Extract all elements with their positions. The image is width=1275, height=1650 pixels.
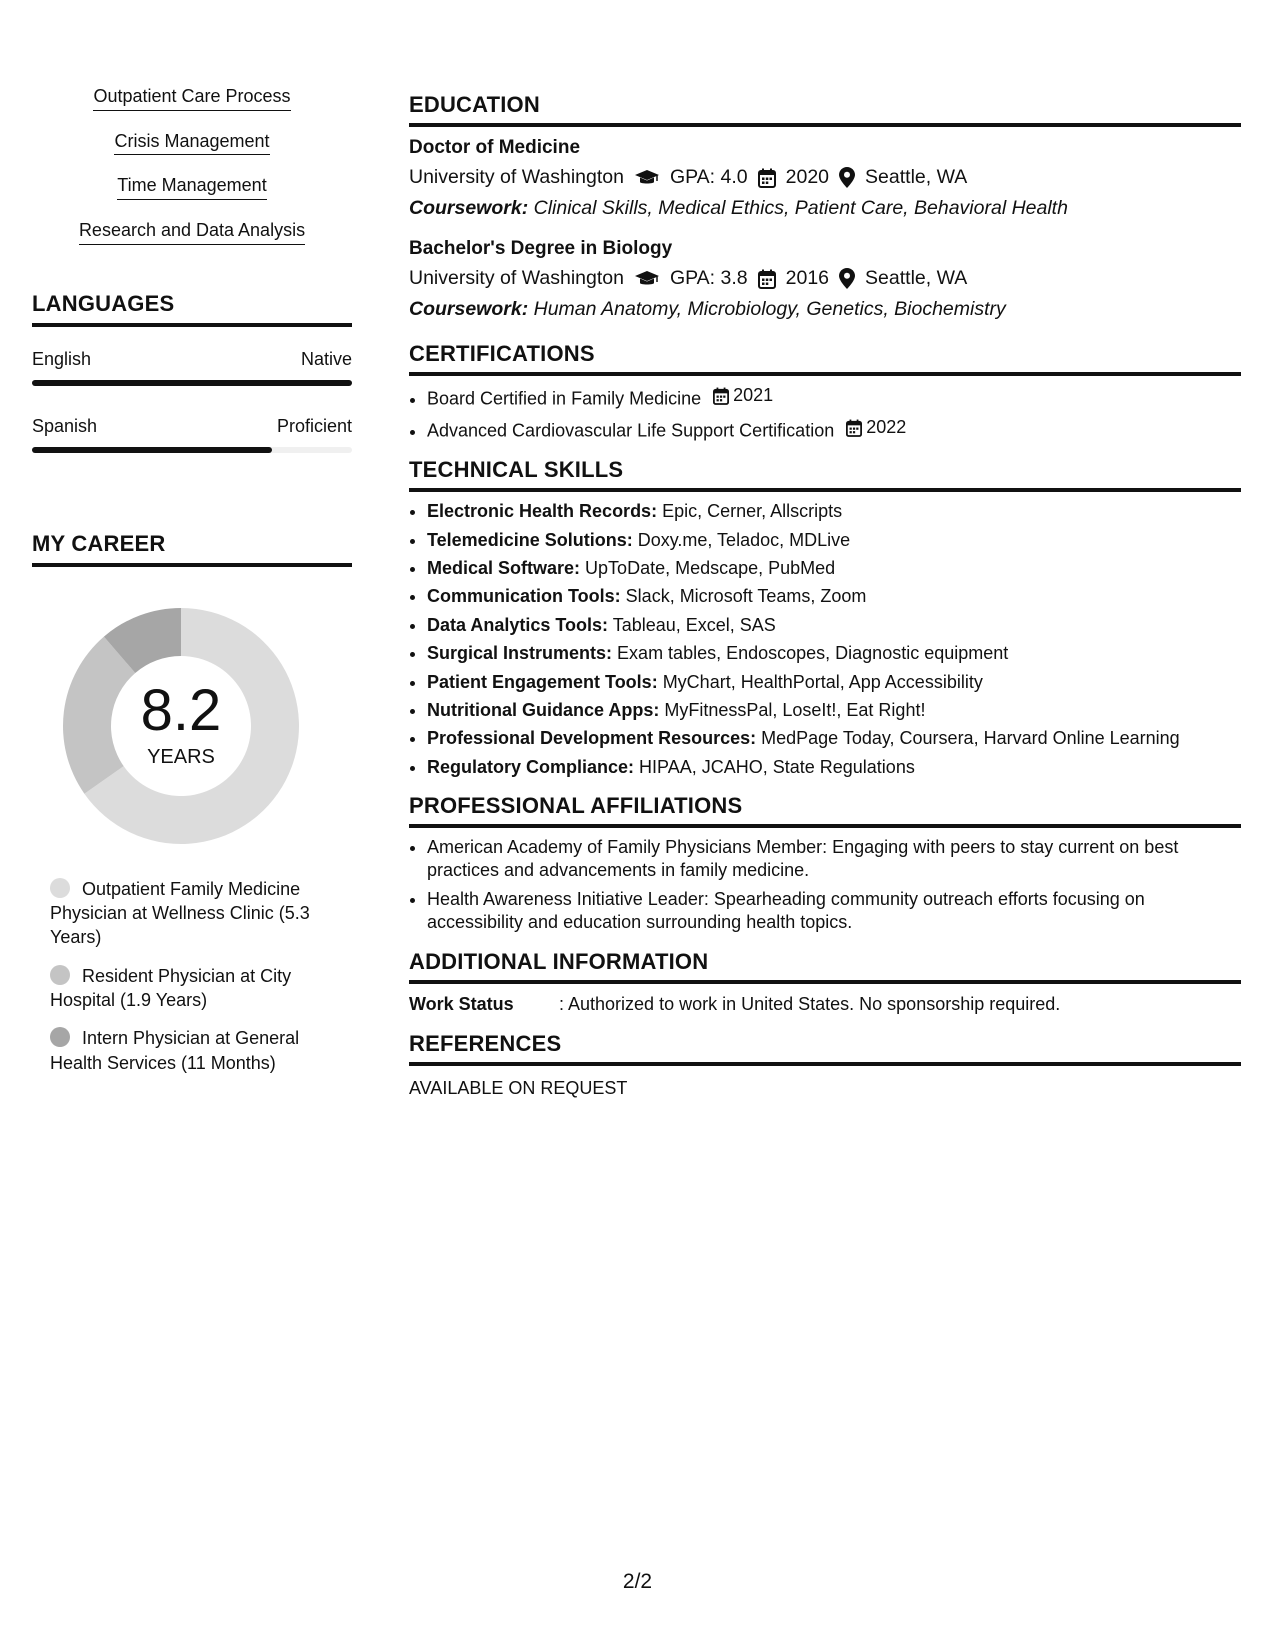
skill-tag: Crisis Management xyxy=(114,131,269,156)
skill-category: Medical Software: xyxy=(427,557,581,578)
education-section xyxy=(409,92,1241,321)
skill-category: Professional Development Resources: xyxy=(427,728,757,749)
certifications-title: CERTIFICATIONS xyxy=(409,341,1241,376)
list-item xyxy=(427,614,1241,637)
skill-tag: Research and Data Analysis xyxy=(79,220,305,245)
affiliations-section xyxy=(409,793,1241,935)
page-number: 2/2 xyxy=(622,1570,653,1593)
skill-tag: Time Management xyxy=(117,175,266,200)
affiliations-list xyxy=(409,836,1241,935)
list-item xyxy=(427,727,1241,750)
references-text: AVAILABLE ON REQUEST xyxy=(409,1077,628,1098)
list-item: • Health Awareness Initiative Leader: Spearheading community outreach efforts focusing on accessibility and education surrounding health topics. xyxy=(427,888,1241,935)
list-item xyxy=(427,416,1241,443)
school-name: University of Washington xyxy=(409,166,624,188)
career-legend xyxy=(50,877,350,1075)
school-location: Seattle, WA xyxy=(865,166,968,188)
career-total-unit: YEARS xyxy=(147,746,215,769)
references-section xyxy=(409,1031,1241,1099)
education-details xyxy=(409,267,1241,290)
school-name: University of Washington xyxy=(409,267,624,289)
career-label: Resident Physician at City Hospital (1.9 Years) xyxy=(50,965,292,1010)
career-section xyxy=(32,531,352,1075)
career-label: Intern Physician at General Health Services (11 Months) xyxy=(50,1028,300,1073)
certification-year: 2021 xyxy=(733,385,774,405)
skill-values: Slack, Microsoft Teams, Zoom xyxy=(620,586,867,607)
technical-skills-list xyxy=(409,500,1241,779)
language-bar xyxy=(32,380,352,386)
skill-values: Exam tables, Endoscopes, Diagnostic equipment xyxy=(612,643,1009,664)
list-item xyxy=(427,756,1241,779)
list-item xyxy=(427,529,1241,552)
coursework-list: Human Anatomy, Microbiology, Genetics, Biochemistry xyxy=(533,298,1006,320)
language-name: Spanish xyxy=(32,415,98,436)
legend-dot-icon xyxy=(50,878,70,898)
list-item xyxy=(427,500,1241,523)
skill-values: Doxy.me, Teladoc, MDLive xyxy=(632,529,851,550)
certification-name: Advanced Cardiovascular Life Support Certification xyxy=(427,420,835,441)
skill-tag: Outpatient Care Process xyxy=(93,86,290,111)
skill-category: Communication Tools: xyxy=(427,586,621,607)
education-title: EDUCATION xyxy=(409,92,1241,127)
degree-title: Doctor of Medicine xyxy=(409,137,581,158)
coursework xyxy=(409,298,1241,321)
right-column xyxy=(409,92,1241,1099)
language-bar-fill xyxy=(32,447,272,453)
skill-values: MedPage Today, Coursera, Harvard Online Learning xyxy=(756,728,1180,749)
school-location: Seattle, WA xyxy=(865,267,968,289)
list-item xyxy=(427,699,1241,722)
skill-category: Surgical Instruments: xyxy=(427,643,613,664)
calendar-icon xyxy=(846,419,862,437)
skill-tags xyxy=(32,86,352,245)
certifications-section xyxy=(409,341,1241,443)
technical-skills-title: TECHNICAL SKILLS xyxy=(409,457,1241,492)
certification-year: 2022 xyxy=(866,417,907,438)
gpa: GPA: 4.0 xyxy=(669,166,748,188)
skill-values: MyChart, HealthPortal, App Accessibility xyxy=(657,671,983,692)
left-column xyxy=(32,86,352,1089)
legend-dot-icon xyxy=(50,965,70,985)
donut-center xyxy=(56,601,306,851)
degree-title: Bachelor's Degree in Biology xyxy=(409,238,673,259)
map-pin-icon xyxy=(839,268,855,289)
career-title: MY CAREER xyxy=(32,531,352,567)
graduation-cap-icon xyxy=(634,169,660,187)
coursework-list: Clinical Skills, Medical Ethics, Patient Care, Behavioral Health xyxy=(533,197,1068,219)
skill-category: Regulatory Compliance: xyxy=(427,756,635,777)
certifications-list xyxy=(409,384,1241,443)
languages-title: LANGUAGES xyxy=(32,291,352,327)
graduation-cap-icon xyxy=(634,270,660,288)
coursework-label: Coursework: xyxy=(409,298,529,320)
work-status-row xyxy=(409,994,1241,1015)
coursework xyxy=(409,197,1241,220)
language-name: English xyxy=(32,348,92,369)
list-item xyxy=(427,671,1241,694)
references-title: REFERENCES xyxy=(409,1031,1241,1066)
additional-info-title: ADDITIONAL INFORMATION xyxy=(409,949,1241,984)
language-row xyxy=(32,349,352,370)
list-item: • American Academy of Family Physicians Member: Engaging with peers to stay current on best practices and advancements in family medicine. xyxy=(427,836,1241,883)
language-bar xyxy=(32,447,352,453)
language-level: Native xyxy=(300,348,352,369)
career-donut-chart xyxy=(56,601,306,851)
career-legend-item xyxy=(50,1026,350,1075)
career-total-value: 8.2 xyxy=(140,678,222,744)
skill-values: MyFitnessPal, LoseIt!, Eat Right! xyxy=(659,699,926,720)
map-pin-icon xyxy=(839,167,855,188)
work-status-value: : Authorized to work in United States. No sponsorship required. xyxy=(559,993,1061,1014)
skill-category: Telemedicine Solutions: xyxy=(427,529,633,550)
list-item xyxy=(427,384,1241,411)
legend-dot-icon xyxy=(50,1027,70,1047)
calendar-icon xyxy=(758,269,776,289)
skill-category: Electronic Health Records: xyxy=(427,501,658,522)
career-legend-item xyxy=(50,877,350,950)
calendar-icon xyxy=(713,387,729,405)
list-item xyxy=(427,557,1241,580)
skill-category: Data Analytics Tools: xyxy=(427,614,609,635)
work-status-label: Work Status xyxy=(409,993,514,1014)
gpa: GPA: 3.8 xyxy=(669,267,748,289)
career-legend-item xyxy=(50,964,350,1013)
languages-section xyxy=(32,291,352,453)
graduation-year: 2020 xyxy=(785,166,830,188)
language-level: Proficient xyxy=(276,415,352,436)
list-item xyxy=(427,585,1241,608)
additional-info-section xyxy=(409,949,1241,1015)
calendar-icon xyxy=(758,168,776,188)
coursework-label: Coursework: xyxy=(409,197,529,219)
certification-name: Board Certified in Family Medicine xyxy=(427,388,702,409)
technical-skills-section xyxy=(409,457,1241,779)
skill-values: Epic, Cerner, Allscripts xyxy=(657,501,843,522)
skill-values: Tableau, Excel, SAS xyxy=(608,614,776,635)
list-item xyxy=(427,642,1241,665)
education-details xyxy=(409,166,1241,189)
graduation-year: 2016 xyxy=(785,267,830,289)
affiliations-title: PROFESSIONAL AFFILIATIONS xyxy=(409,793,1241,828)
language-bar-fill xyxy=(32,380,352,386)
language-row xyxy=(32,416,352,437)
skill-values: UpToDate, Medscape, PubMed xyxy=(580,557,836,578)
skill-category: Nutritional Guidance Apps: xyxy=(427,699,660,720)
skill-category: Patient Engagement Tools: xyxy=(427,671,658,692)
career-label: Outpatient Family Medicine Physician at Wellness Clinic (5.3 Years) xyxy=(50,878,310,948)
skill-values: HIPAA, JCAHO, State Regulations xyxy=(634,756,915,777)
